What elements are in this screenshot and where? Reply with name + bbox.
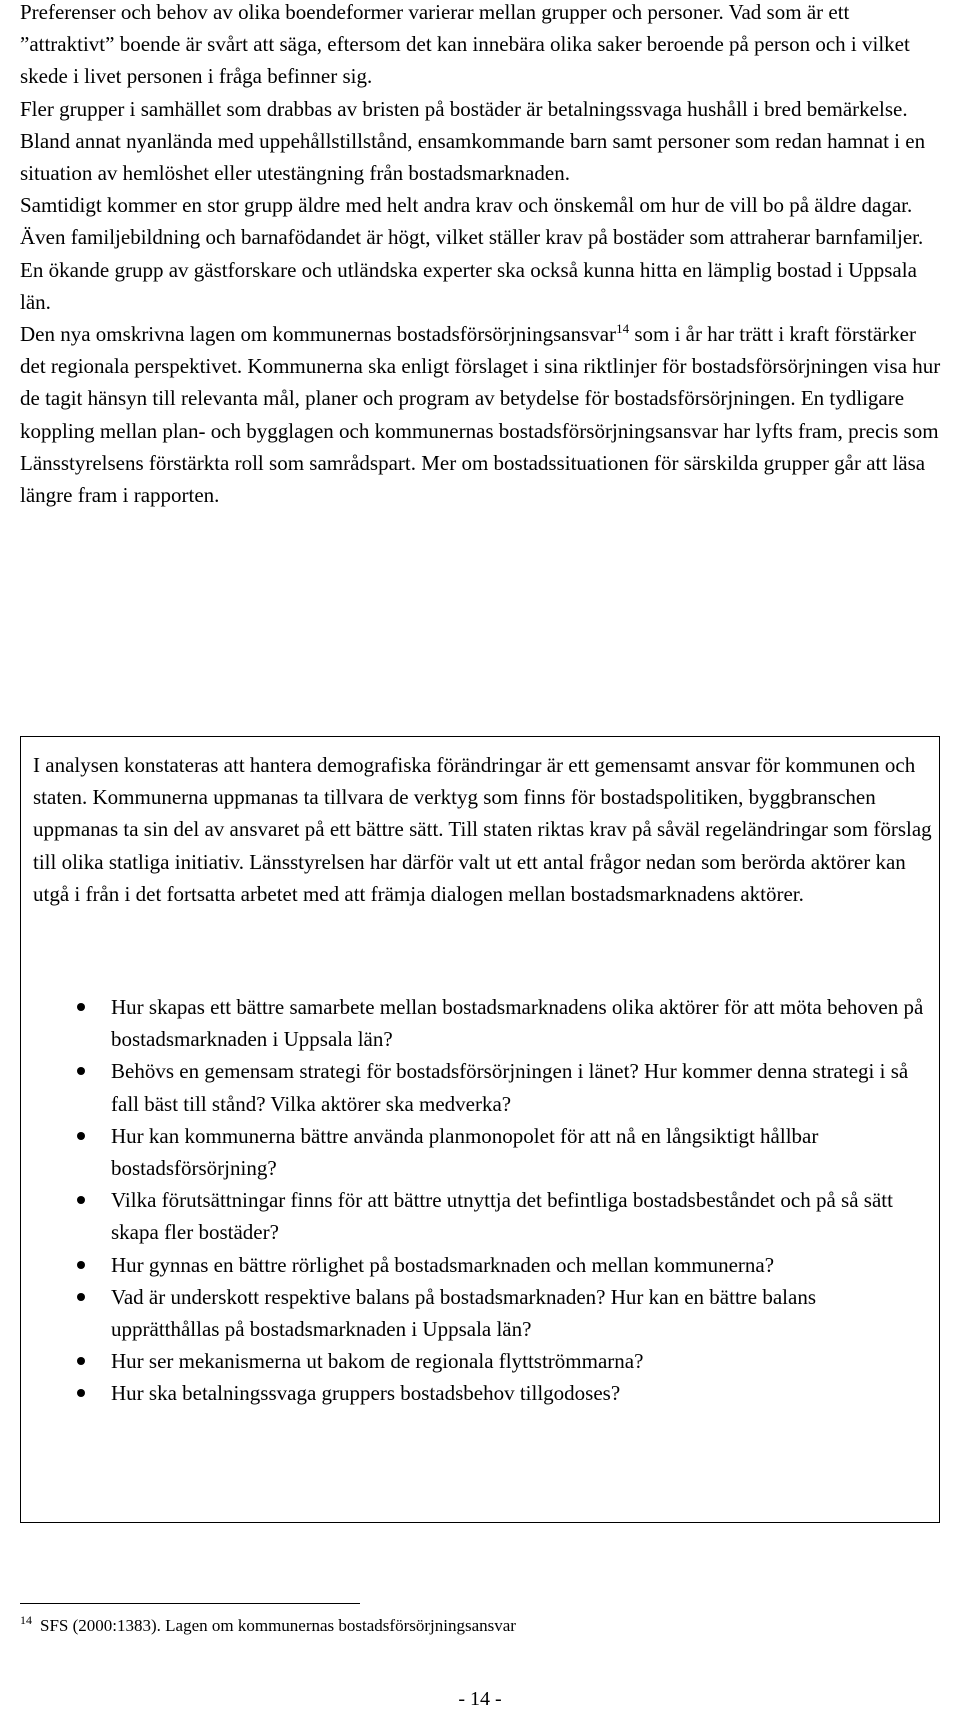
list-item: [33, 1377, 928, 1409]
page-number: - 14 -: [458, 1688, 502, 1710]
question-text: Hur ser mekanismerna ut bakom de regionala flyttströmmarna?: [111, 1349, 644, 1374]
analysis-paragraph: I analysen konstateras att hantera demografiska förändringar är ett gemensamt ansvar för kommunen och staten. Kommunerna uppmanas ta tillvara de verktyg som finns för bostadspolitiken, byggbranschen uppmanas ta sin del av ansvaret på ett bättre sätt. Till staten riktas krav på såväl regeländringar som förslag till olika statliga initiativ. Länsstyrelsen har därför valt ut ett antal frågor nedan som berörda aktörer kan utgå i från i det fortsatta arbetet med att främja dialogen mellan bostadsmarknadens aktörer.: [33, 753, 932, 906]
question-text: Vilka förutsättningar finns för att bättre utnyttja det befintliga bostadsbeståndet och på så sätt skapa fler bostäder?: [111, 1188, 893, 1245]
bullet-icon: [77, 1261, 85, 1269]
question-text: Behövs en gemensam strategi för bostadsförsörjningen i länet? Hur kommer denna strategi i så fall bäst till stånd? Vilka aktörer ska medverka?: [111, 1059, 909, 1116]
footnote-text: SFS (2000:1383). Lagen om kommunernas bostadsförsörjningsansvar: [40, 1616, 516, 1635]
paragraph-elderly-families: Samtidigt kommer en stor grupp äldre med helt andra krav och önskemål om hur de vill bo på äldre dagar. Även familjebildning och barnafödandet är högt, vilket ställer krav på bostäder som attraherar barnfamiljer. En ökande grupp av gästforskare och utländska experter ska också kunna hitta en lämplig bostad i Uppsala län.: [20, 193, 924, 314]
analysis-box: [20, 736, 940, 1523]
question-text: Vad är underskott respektive balans på bostadsmarknaden? Hur kan en bättre balans upprätthållas på bostadsmarknaden i Uppsala län?: [111, 1284, 817, 1342]
intro-section: [20, 0, 945, 511]
question-text: Hur skapas ett bättre samarbete mellan bostadsmarknadens olika aktörer för att möta behoven på bostadsmarknaden i Uppsala län?: [111, 995, 924, 1052]
footnote: [20, 1614, 940, 1638]
question-list: [33, 991, 928, 1410]
list-item: [33, 1120, 928, 1184]
paragraph-preferences: Preferenser och behov av olika boendeformer varierar mellan grupper och personer. Vad som är ett ”attraktivt” boende är svårt att säga, eftersom det kan innebära olika saker beroende på person och i vilket skede i livet personen i fråga befinner sig.: [20, 0, 910, 89]
bullet-icon: [77, 1357, 85, 1365]
list-item: [33, 991, 928, 1055]
list-item: [33, 1249, 928, 1281]
bullet-icon: [77, 1132, 85, 1140]
list-item: [33, 1184, 928, 1248]
bullet-icon: [77, 1196, 85, 1204]
new-law-text-end: som i år har trätt i kraft förstärker det regionala perspektivet. Kommunerna ska enligt förslaget i sina riktlinjer för bostadsförsörjningen visa hur de tagit hänsyn till relevanta mål, planer och program av betydelse för bostadsförsörjningen. En tydligare koppling mellan plan- och bygglagen och kommunernas bostadsförsörjningsansvar har lyfts fram, precis som Länsstyrelsens förstärkta roll som samrådspart. Mer om bostadssituationen för särskilda grupper går att läsa längre fram i rapporten.: [20, 322, 941, 508]
footnote-divider: [20, 1603, 360, 1604]
bullet-icon: [77, 1389, 85, 1397]
paragraph-new-law: [20, 318, 945, 511]
footnote-reference[interactable]: 14: [616, 321, 630, 337]
paragraph-vulnerable-groups: Fler grupper i samhället som drabbas av bristen på bostäder är betalningssvaga hushåll i bred bemärkelse. Bland annat nyanlända med uppehållstillstånd, ensamkommande barn samt personer som redan hamnat i en situation av hemlöshet eller utestängning från bostadsmarknaden.: [20, 96, 926, 186]
question-text: Hur ska betalningssvaga gruppers bostadsbehov tillgodoses?: [111, 1381, 621, 1406]
bullet-icon: [77, 1067, 85, 1075]
list-item: [33, 1281, 928, 1345]
question-text: Hur kan kommunerna bättre använda planmonopolet för att nå en långsiktigt hållbar bostadsförsörjning?: [111, 1123, 819, 1181]
new-law-text-start: Den nya omskrivna lagen om kommunernas bostadsförsörjningsansvar: [20, 322, 617, 347]
bullet-icon: [77, 1293, 85, 1301]
list-item: [33, 1055, 928, 1119]
bullet-icon: [77, 1003, 85, 1011]
question-text: Hur gynnas en bättre rörlighet på bostadsmarknaden och mellan kommunerna?: [111, 1252, 775, 1277]
footnote-mark: 14: [20, 1613, 32, 1628]
list-item: [33, 1345, 928, 1377]
